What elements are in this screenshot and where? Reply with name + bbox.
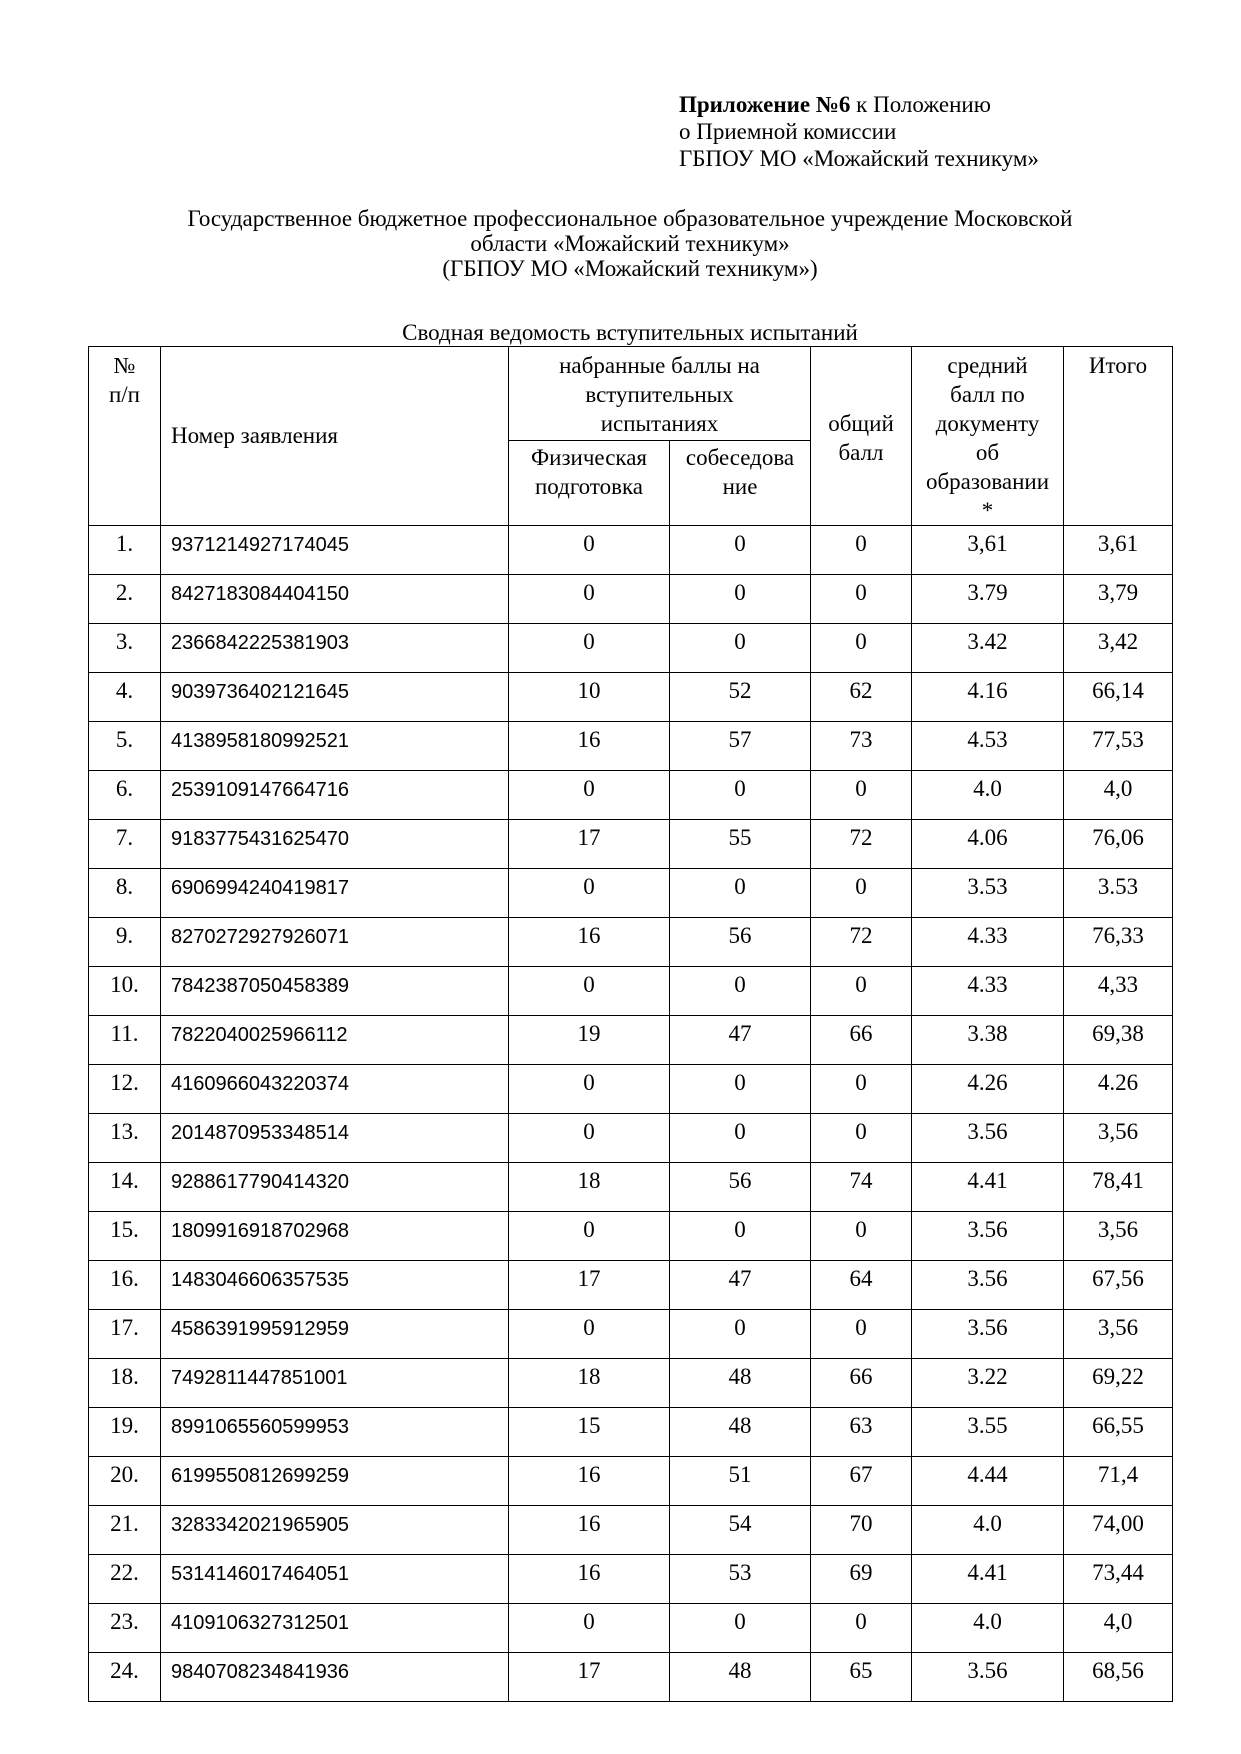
result-score: 3,79	[1064, 575, 1173, 624]
total-score: 0	[811, 1212, 912, 1261]
header-application-label: Номер заявления	[171, 423, 338, 448]
result-score: 78,41	[1064, 1163, 1173, 1212]
table-row	[89, 1653, 1173, 1702]
table-row	[89, 918, 1173, 967]
total-score: 0	[811, 526, 912, 575]
average-score: 4.44	[912, 1457, 1064, 1506]
row-number: 3.	[89, 624, 161, 673]
table-row	[89, 624, 1173, 673]
interview-score: 47	[670, 1261, 811, 1310]
average-score: 4.0	[912, 1604, 1064, 1653]
application-number: 8270272927926071	[161, 918, 509, 967]
application-number: 9039736402121645	[161, 673, 509, 722]
total-score: 0	[811, 1310, 912, 1359]
average-score: 3.22	[912, 1359, 1064, 1408]
average-score: 4.26	[912, 1065, 1064, 1114]
appendix-line-1-rest: к Положению	[850, 92, 991, 117]
row-number: 24.	[89, 1653, 161, 1702]
total-score: 73	[811, 722, 912, 771]
total-score: 0	[811, 624, 912, 673]
interview-score: 48	[670, 1408, 811, 1457]
results-table	[88, 346, 1173, 1702]
physical-score: 17	[509, 820, 670, 869]
table-row	[89, 1065, 1173, 1114]
table-row	[89, 673, 1173, 722]
row-number: 7.	[89, 820, 161, 869]
physical-score: 17	[509, 1261, 670, 1310]
row-number: 19.	[89, 1408, 161, 1457]
result-score: 74,00	[1064, 1506, 1173, 1555]
organization-line-2: области «Можайский техникум»	[470, 231, 790, 256]
interview-score: 0	[670, 1114, 811, 1163]
result-score: 71,4	[1064, 1457, 1173, 1506]
interview-score: 0	[670, 624, 811, 673]
total-score: 66	[811, 1359, 912, 1408]
total-score: 70	[811, 1506, 912, 1555]
table-row	[89, 722, 1173, 771]
result-score: 3,56	[1064, 1310, 1173, 1359]
average-score: 3.56	[912, 1310, 1064, 1359]
result-score: 77,53	[1064, 722, 1173, 771]
table-row	[89, 1212, 1173, 1261]
physical-score: 16	[509, 918, 670, 967]
application-number: 7492811447851001	[161, 1359, 509, 1408]
result-score: 3,56	[1064, 1114, 1173, 1163]
result-score: 73,44	[1064, 1555, 1173, 1604]
header-average	[912, 347, 1064, 526]
header-interview-label: собеседова ние	[685, 444, 795, 499]
average-score: 3.55	[912, 1408, 1064, 1457]
average-score: 4.41	[912, 1555, 1064, 1604]
result-score: 66,14	[1064, 673, 1173, 722]
application-number: 1809916918702968	[161, 1212, 509, 1261]
interview-score: 56	[670, 918, 811, 967]
table-row	[89, 869, 1173, 918]
header-number	[89, 347, 161, 526]
document-title: Сводная ведомость вступительных испытаний	[402, 320, 858, 345]
row-number: 21.	[89, 1506, 161, 1555]
row-number: 4.	[89, 673, 161, 722]
average-score: 4.53	[912, 722, 1064, 771]
interview-score: 0	[670, 526, 811, 575]
header-application	[161, 347, 509, 526]
interview-score: 0	[670, 1604, 811, 1653]
total-score: 0	[811, 1065, 912, 1114]
physical-score: 15	[509, 1408, 670, 1457]
result-score: 4,0	[1064, 771, 1173, 820]
interview-score: 54	[670, 1506, 811, 1555]
physical-score: 0	[509, 967, 670, 1016]
average-score: 4.0	[912, 1506, 1064, 1555]
application-number: 9371214927174045	[161, 526, 509, 575]
application-number: 9288617790414320	[161, 1163, 509, 1212]
average-score: 3.56	[912, 1653, 1064, 1702]
total-score: 72	[811, 820, 912, 869]
average-score: 4.06	[912, 820, 1064, 869]
interview-score: 56	[670, 1163, 811, 1212]
physical-score: 19	[509, 1016, 670, 1065]
table-row	[89, 1261, 1173, 1310]
physical-score: 16	[509, 1506, 670, 1555]
organization-heading	[90, 206, 1170, 281]
row-number: 16.	[89, 1261, 161, 1310]
total-score: 65	[811, 1653, 912, 1702]
organization-line-1: Государственное бюджетное профессиональное образовательное учреждение Московской	[187, 206, 1073, 231]
appendix-line-2: о Приемной комиссии	[679, 119, 897, 144]
average-score: 3.38	[912, 1016, 1064, 1065]
header-result	[1064, 347, 1173, 526]
physical-score: 16	[509, 722, 670, 771]
physical-score: 0	[509, 526, 670, 575]
header-total-score	[811, 347, 912, 526]
average-score: 4.41	[912, 1163, 1064, 1212]
interview-score: 57	[670, 722, 811, 771]
application-number: 9840708234841936	[161, 1653, 509, 1702]
application-number: 2014870953348514	[161, 1114, 509, 1163]
total-score: 0	[811, 869, 912, 918]
total-score: 66	[811, 1016, 912, 1065]
row-number: 11.	[89, 1016, 161, 1065]
physical-score: 0	[509, 771, 670, 820]
interview-score: 0	[670, 1065, 811, 1114]
appendix-line-1	[679, 91, 1039, 118]
row-number: 1.	[89, 526, 161, 575]
physical-score: 18	[509, 1359, 670, 1408]
row-number: 12.	[89, 1065, 161, 1114]
table-row	[89, 1163, 1173, 1212]
total-score: 74	[811, 1163, 912, 1212]
average-score: 3.79	[912, 575, 1064, 624]
total-score: 0	[811, 967, 912, 1016]
average-score: 3,61	[912, 526, 1064, 575]
total-score: 0	[811, 1114, 912, 1163]
average-score: 3.56	[912, 1114, 1064, 1163]
total-score: 67	[811, 1457, 912, 1506]
row-number: 17.	[89, 1310, 161, 1359]
table-row	[89, 1016, 1173, 1065]
application-number: 8427183084404150	[161, 575, 509, 624]
row-number: 6.	[89, 771, 161, 820]
total-score: 64	[811, 1261, 912, 1310]
application-number: 4160966043220374	[161, 1065, 509, 1114]
header-interview	[670, 440, 811, 525]
application-number: 9183775431625470	[161, 820, 509, 869]
row-number: 2.	[89, 575, 161, 624]
interview-score: 51	[670, 1457, 811, 1506]
result-score: 4.26	[1064, 1065, 1173, 1114]
row-number: 14.	[89, 1163, 161, 1212]
row-number: 8.	[89, 869, 161, 918]
appendix-note	[679, 91, 1039, 172]
interview-score: 53	[670, 1555, 811, 1604]
interview-score: 0	[670, 771, 811, 820]
application-number: 7822040025966112	[161, 1016, 509, 1065]
application-number: 3283342021965905	[161, 1506, 509, 1555]
interview-score: 52	[670, 673, 811, 722]
physical-score: 10	[509, 673, 670, 722]
result-score: 3,42	[1064, 624, 1173, 673]
interview-score: 0	[670, 575, 811, 624]
average-score: 4.16	[912, 673, 1064, 722]
table-body	[89, 526, 1173, 1702]
application-number: 4109106327312501	[161, 1604, 509, 1653]
header-average-label: средний балл по документу об образовании *	[925, 353, 1050, 523]
physical-score: 0	[509, 1065, 670, 1114]
header-physical-label: Физическая подготовка	[530, 444, 648, 499]
appendix-line-3: ГБПОУ МО «Можайский техникум»	[679, 146, 1039, 171]
result-score: 3.53	[1064, 869, 1173, 918]
interview-score: 0	[670, 967, 811, 1016]
result-score: 3,56	[1064, 1212, 1173, 1261]
physical-score: 16	[509, 1555, 670, 1604]
interview-score: 48	[670, 1653, 811, 1702]
result-score: 66,55	[1064, 1408, 1173, 1457]
result-score: 3,61	[1064, 526, 1173, 575]
header-scores-group	[509, 347, 811, 441]
table-row	[89, 1457, 1173, 1506]
table-row	[89, 771, 1173, 820]
row-number: 5.	[89, 722, 161, 771]
application-number: 4138958180992521	[161, 722, 509, 771]
header-physical	[509, 440, 670, 525]
result-score: 69,38	[1064, 1016, 1173, 1065]
result-score: 69,22	[1064, 1359, 1173, 1408]
total-score: 72	[811, 918, 912, 967]
physical-score: 0	[509, 575, 670, 624]
average-score: 3.42	[912, 624, 1064, 673]
physical-score: 18	[509, 1163, 670, 1212]
table-row	[89, 575, 1173, 624]
appendix-number: Приложение №6	[679, 92, 851, 117]
application-number: 2539109147664716	[161, 771, 509, 820]
interview-score: 0	[670, 869, 811, 918]
table-row	[89, 1310, 1173, 1359]
table-row	[89, 1114, 1173, 1163]
total-score: 69	[811, 1555, 912, 1604]
application-number: 6906994240419817	[161, 869, 509, 918]
average-score: 4.0	[912, 771, 1064, 820]
organization-line-3: (ГБПОУ МО «Можайский техникум»)	[442, 256, 818, 281]
table-row	[89, 967, 1173, 1016]
interview-score: 55	[670, 820, 811, 869]
total-score: 0	[811, 575, 912, 624]
total-score: 63	[811, 1408, 912, 1457]
total-score: 0	[811, 771, 912, 820]
row-number: 23.	[89, 1604, 161, 1653]
average-score: 4.33	[912, 967, 1064, 1016]
row-number: 13.	[89, 1114, 161, 1163]
row-number: 18.	[89, 1359, 161, 1408]
interview-score: 0	[670, 1212, 811, 1261]
table-row	[89, 526, 1173, 575]
result-score: 4,0	[1064, 1604, 1173, 1653]
physical-score: 0	[509, 624, 670, 673]
application-number: 7842387050458389	[161, 967, 509, 1016]
interview-score: 47	[670, 1016, 811, 1065]
table-row	[89, 1555, 1173, 1604]
physical-score: 0	[509, 1114, 670, 1163]
result-score: 4,33	[1064, 967, 1173, 1016]
table-row	[89, 1604, 1173, 1653]
total-score: 0	[811, 1604, 912, 1653]
application-number: 5314146017464051	[161, 1555, 509, 1604]
physical-score: 0	[509, 869, 670, 918]
row-number: 20.	[89, 1457, 161, 1506]
application-number: 6199550812699259	[161, 1457, 509, 1506]
table-row	[89, 1506, 1173, 1555]
interview-score: 0	[670, 1310, 811, 1359]
average-score: 3.56	[912, 1212, 1064, 1261]
application-number: 4586391995912959	[161, 1310, 509, 1359]
row-number: 10.	[89, 967, 161, 1016]
row-number: 15.	[89, 1212, 161, 1261]
table-row	[89, 1359, 1173, 1408]
table-row	[89, 1408, 1173, 1457]
result-score: 67,56	[1064, 1261, 1173, 1310]
header-number-label: № п/п	[108, 353, 140, 407]
table-row	[89, 820, 1173, 869]
header-total-score-label: общий балл	[828, 411, 894, 465]
physical-score: 0	[509, 1310, 670, 1359]
average-score: 4.33	[912, 918, 1064, 967]
average-score: 3.56	[912, 1261, 1064, 1310]
result-score: 76,06	[1064, 820, 1173, 869]
interview-score: 48	[670, 1359, 811, 1408]
physical-score: 0	[509, 1212, 670, 1261]
average-score: 3.53	[912, 869, 1064, 918]
application-number: 8991065560599953	[161, 1408, 509, 1457]
physical-score: 16	[509, 1457, 670, 1506]
result-score: 76,33	[1064, 918, 1173, 967]
row-number: 22.	[89, 1555, 161, 1604]
row-number: 9.	[89, 918, 161, 967]
physical-score: 17	[509, 1653, 670, 1702]
total-score: 62	[811, 673, 912, 722]
application-number: 2366842225381903	[161, 624, 509, 673]
physical-score: 0	[509, 1604, 670, 1653]
header-scores-group-label: набранные баллы на вступительных испытаниях	[559, 353, 760, 436]
result-score: 68,56	[1064, 1653, 1173, 1702]
application-number: 1483046606357535	[161, 1261, 509, 1310]
header-result-label: Итого	[1088, 353, 1148, 378]
